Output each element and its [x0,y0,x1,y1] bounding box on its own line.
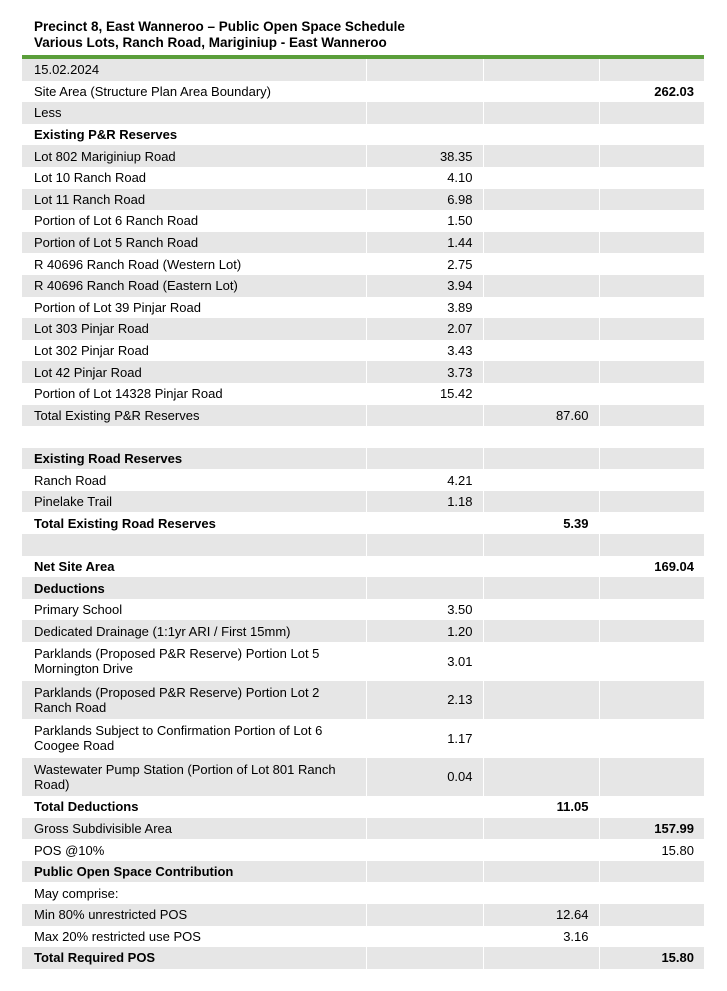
cell-lot-area [366,124,483,146]
cell-total [599,719,704,758]
row-label: Total Deductions [22,796,366,818]
row-label: 15.02.2024 [22,59,366,81]
cell-lot-area: 3.01 [366,642,483,681]
cell-total [599,210,704,232]
cell-total [599,512,704,534]
table-row [22,642,704,681]
table-row [22,599,704,621]
cell-subtotal [483,81,599,103]
table-row [22,882,704,904]
row-label: Public Open Space Contribution [22,861,366,883]
total-row [22,556,704,578]
cell-lot-area: 3.89 [366,297,483,319]
cell-total: 15.80 [599,947,704,969]
cell-subtotal: 5.39 [483,512,599,534]
table-row [22,318,704,340]
table-row [22,59,704,81]
row-label: Gross Subdivisible Area [22,818,366,840]
row-label: Lot 302 Pinjar Road [22,340,366,362]
cell-lot-area: 15.42 [366,383,483,405]
cell-lot-area [366,904,483,926]
table-row [22,167,704,189]
table-row [22,145,704,167]
row-label: Ranch Road [22,469,366,491]
cell-lot-area: 1.44 [366,232,483,254]
cell-total [599,124,704,146]
cell-total [599,189,704,211]
row-label: Parklands Subject to Confirmation Portion of Lot 6 Coogee Road [22,719,366,758]
table-row [22,758,704,797]
cell-subtotal [483,232,599,254]
cell-lot-area [366,534,483,556]
cell-subtotal [483,469,599,491]
cell-lot-area: 6.98 [366,189,483,211]
cell-total [599,297,704,319]
cell-lot-area: 3.73 [366,361,483,383]
cell-total [599,102,704,124]
row-label: Lot 42 Pinjar Road [22,361,366,383]
cell-lot-area [366,926,483,948]
row-label: Wastewater Pump Station (Portion of Lot 801 Ranch Road) [22,758,366,797]
row-label: Portion of Lot 6 Ranch Road [22,210,366,232]
title-line-1: Precinct 8, East Wanneroo – Public Open Space Schedule [34,19,405,34]
cell-subtotal [483,882,599,904]
cell-subtotal [483,491,599,513]
row-label: Lot 11 Ranch Road [22,189,366,211]
cell-lot-area: 38.35 [366,145,483,167]
cell-subtotal [483,861,599,883]
cell-subtotal: 3.16 [483,926,599,948]
title-line-2: Various Lots, Ranch Road, Mariginiup - East Wanneroo [34,35,387,50]
row-label: Pinelake Trail [22,491,366,513]
table-row [22,189,704,211]
cell-subtotal [483,253,599,275]
table-row [22,620,704,642]
cell-total: 169.04 [599,556,704,578]
table-row [22,81,704,103]
cell-total [599,577,704,599]
cell-subtotal: 11.05 [483,796,599,818]
cell-lot-area [366,818,483,840]
cell-lot-area: 2.75 [366,253,483,275]
cell-total [599,861,704,883]
cell-lot-area: 1.50 [366,210,483,232]
cell-lot-area [366,512,483,534]
cell-total: 262.03 [599,81,704,103]
row-label: Site Area (Structure Plan Area Boundary) [22,81,366,103]
row-label: Parklands (Proposed P&R Reserve) Portion Lot 2 Ranch Road [22,681,366,720]
row-label: Total Required POS [22,947,366,969]
table-row [22,253,704,275]
cell-subtotal [483,556,599,578]
cell-lot-area: 2.07 [366,318,483,340]
cell-subtotal [483,947,599,969]
table-row [22,904,704,926]
cell-lot-area: 1.18 [366,491,483,513]
cell-total [599,796,704,818]
row-label: Primary School [22,599,366,621]
cell-subtotal [483,167,599,189]
cell-subtotal [483,318,599,340]
cell-total [599,904,704,926]
cell-subtotal [483,577,599,599]
cell-subtotal [483,210,599,232]
pos-schedule-table [22,59,704,969]
table-row [22,469,704,491]
cell-lot-area [366,839,483,861]
cell-subtotal [483,102,599,124]
cell-total [599,275,704,297]
cell-total [599,758,704,797]
row-label: Dedicated Drainage (1:1yr ARI / First 15mm) [22,620,366,642]
cell-total [599,318,704,340]
row-label: Total Existing P&R Reserves [22,405,366,427]
table-row [22,232,704,254]
row-label: Parklands (Proposed P&R Reserve) Portion Lot 5 Mornington Drive [22,642,366,681]
cell-subtotal [483,361,599,383]
row-label: R 40696 Ranch Road (Eastern Lot) [22,275,366,297]
cell-subtotal [483,719,599,758]
cell-subtotal [483,145,599,167]
total-row [22,947,704,969]
cell-total [599,534,704,556]
cell-lot-area: 4.21 [366,469,483,491]
cell-total [599,59,704,81]
table-row [22,383,704,405]
cell-total: 157.99 [599,818,704,840]
document-title [34,19,405,51]
cell-lot-area [366,102,483,124]
row-label: Lot 10 Ranch Road [22,167,366,189]
cell-total [599,426,704,448]
cell-lot-area: 3.50 [366,599,483,621]
table-row [22,681,704,720]
row-label [22,534,366,556]
table-row [22,491,704,513]
cell-subtotal [483,124,599,146]
cell-total: 15.80 [599,839,704,861]
cell-subtotal [483,599,599,621]
cell-lot-area [366,405,483,427]
cell-subtotal [483,534,599,556]
cell-lot-area: 2.13 [366,681,483,720]
cell-total [599,469,704,491]
table-row [22,839,704,861]
row-label: Net Site Area [22,556,366,578]
row-label: Portion of Lot 5 Ranch Road [22,232,366,254]
cell-total [599,405,704,427]
cell-total [599,340,704,362]
cell-lot-area [366,861,483,883]
row-label [22,426,366,448]
cell-lot-area [366,426,483,448]
row-label: Existing Road Reserves [22,448,366,470]
cell-subtotal [483,818,599,840]
cell-subtotal [483,620,599,642]
cell-lot-area [366,81,483,103]
cell-lot-area [366,59,483,81]
subtotal-row [22,405,704,427]
table-row [22,926,704,948]
table-row [22,719,704,758]
cell-lot-area: 3.43 [366,340,483,362]
row-label: Existing P&R Reserves [22,124,366,146]
cell-lot-area: 1.20 [366,620,483,642]
table-row [22,297,704,319]
row-label: Portion of Lot 14328 Pinjar Road [22,383,366,405]
cell-total [599,232,704,254]
table-row [22,210,704,232]
table-row [22,275,704,297]
cell-lot-area: 3.94 [366,275,483,297]
cell-subtotal [483,642,599,681]
cell-subtotal [483,681,599,720]
cell-lot-area [366,947,483,969]
cell-total [599,448,704,470]
row-label: Less [22,102,366,124]
cell-subtotal [483,340,599,362]
row-label: Min 80% unrestricted POS [22,904,366,926]
cell-lot-area [366,796,483,818]
row-label: May comprise: [22,882,366,904]
cell-subtotal [483,189,599,211]
row-label: Portion of Lot 39 Pinjar Road [22,297,366,319]
section-heading-row [22,577,704,599]
cell-subtotal [483,448,599,470]
cell-total [599,253,704,275]
cell-total [599,882,704,904]
spacer-row [22,426,704,448]
section-heading-row [22,861,704,883]
section-heading-row [22,124,704,146]
section-heading-row [22,448,704,470]
cell-total [599,167,704,189]
cell-total [599,145,704,167]
cell-subtotal [483,59,599,81]
table-row [22,818,704,840]
cell-total [599,383,704,405]
table-row [22,102,704,124]
cell-subtotal [483,839,599,861]
row-label: POS @10% [22,839,366,861]
cell-subtotal: 12.64 [483,904,599,926]
cell-subtotal [483,275,599,297]
cell-total [599,681,704,720]
cell-lot-area [366,556,483,578]
cell-subtotal [483,297,599,319]
cell-subtotal [483,426,599,448]
cell-total [599,361,704,383]
spacer-row [22,534,704,556]
table-row [22,361,704,383]
row-label: Max 20% restricted use POS [22,926,366,948]
row-label: Total Existing Road Reserves [22,512,366,534]
cell-total [599,491,704,513]
row-label: Lot 802 Mariginiup Road [22,145,366,167]
subtotal-row [22,512,704,534]
cell-total [599,620,704,642]
cell-total [599,599,704,621]
row-label: Lot 303 Pinjar Road [22,318,366,340]
cell-lot-area: 1.17 [366,719,483,758]
cell-lot-area: 0.04 [366,758,483,797]
cell-subtotal [483,758,599,797]
cell-lot-area [366,448,483,470]
table-row [22,340,704,362]
cell-subtotal: 87.60 [483,405,599,427]
cell-total [599,926,704,948]
cell-total [599,642,704,681]
cell-lot-area [366,882,483,904]
cell-subtotal [483,383,599,405]
subtotal-row [22,796,704,818]
cell-lot-area [366,577,483,599]
row-label: Deductions [22,577,366,599]
row-label: R 40696 Ranch Road (Western Lot) [22,253,366,275]
cell-lot-area: 4.10 [366,167,483,189]
